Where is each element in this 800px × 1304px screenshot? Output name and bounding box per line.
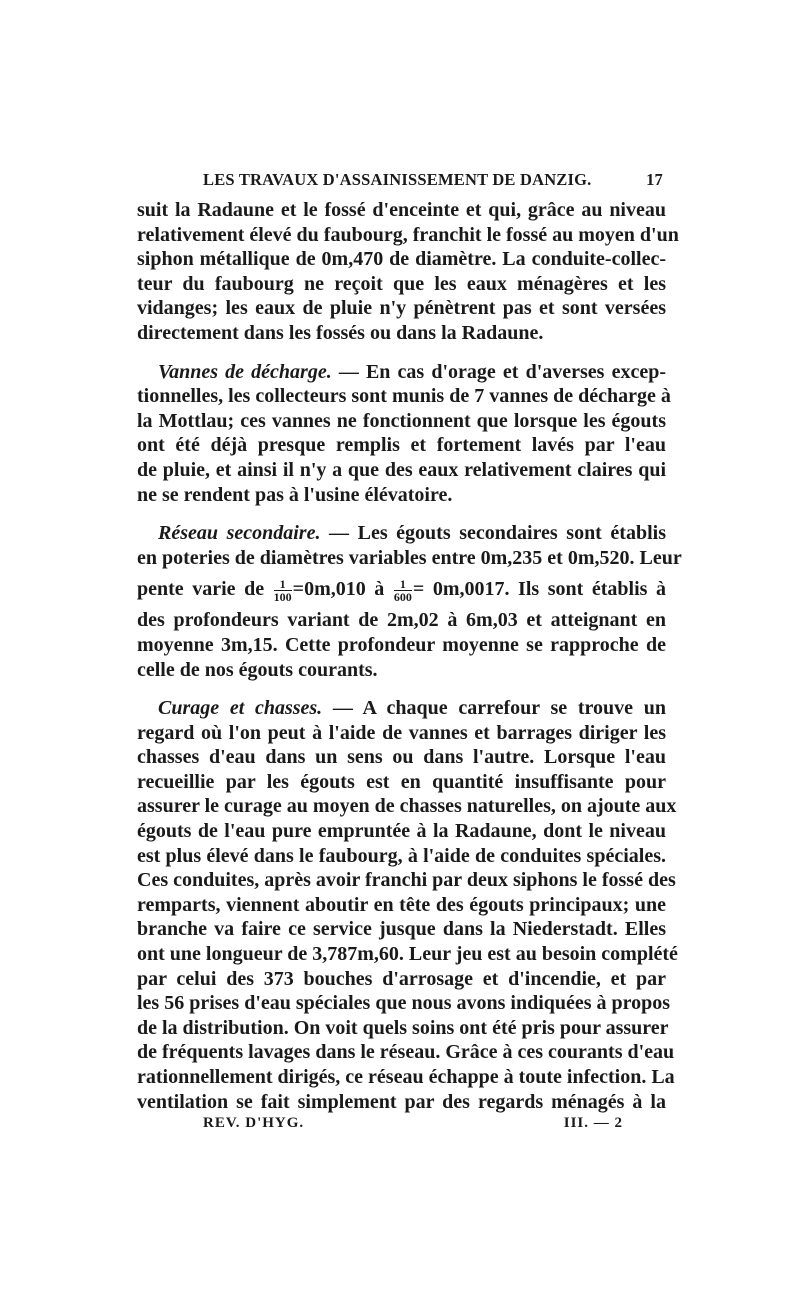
text-line: les 56 prises d'eau spéciales que nous avons indiquées à propos [137,992,671,1015]
text-line: ont une longueur de 3,787m,60. Leur jeu est au besoin complété [137,943,678,966]
text-line: teur du faubourg ne reçoit que les eaux ménagères et les [137,272,666,295]
text-line [137,696,666,721]
running-header [203,170,663,194]
text-line: celle de nos égouts courants. [137,658,378,681]
text-line: par celui des 373 bouches d'arrosage et d'incendie, et par [137,967,666,990]
text-line: est plus élevé dans le faubourg, à l'aide de conduites spéciales. [137,844,666,867]
text-line: de pluie, et ainsi il n'y a que des eaux relativement claires qui [137,458,666,481]
text-line: égouts de l'eau pure empruntée à la Radaune, dont le niveau [137,820,666,843]
section-heading: Réseau secondaire. [158,522,321,545]
text-line: moyenne 3m,15. Cette profondeur moyenne se rapproche de [137,633,666,656]
text-line: branche va faire ce service jusque dans la Niederstadt. Elles [137,918,666,941]
fraction-denominator: 600 [393,590,412,605]
text-line: chasses d'eau dans un sens ou dans l'autre. Lorsque l'eau [137,746,666,769]
text-line [137,360,666,385]
section-heading: Curage et chasses. [158,697,323,720]
page-number: 17 [646,170,663,189]
text-line: relativement élevé du faubourg, franchit le fossé au moyen d'un [137,223,679,246]
paragraph-reseau-secondaire [137,521,682,682]
text-line: recueillie par les égouts est en quantité insuffisante pour [137,770,666,793]
paragraph-vannes-de-decharge [137,360,671,508]
text-line: ventilation se fait simplement par des regards ménagés à la [137,1090,666,1113]
text-line: de fréquents lavages dans le réseau. Grâce à ces courants d'eau [137,1041,675,1064]
text-line: des profondeurs variant de 2m,02 à 6m,03 et atteignant en [137,609,666,632]
text-line-with-fractions [137,570,666,608]
text-run: = 0m,0017. Ils sont établis à [412,578,666,601]
text-line: la Mottlau; ces vannes ne fonctionnent que lorsque les égouts [137,409,666,432]
paragraph-1 [137,198,679,346]
text-run: — Les égouts secondaires sont établis [320,522,666,545]
text-line: de la distribution. On voit quels soins ont été pris pour assurer [137,1016,669,1039]
text-line: Ces conduites, après avoir franchi par deux siphons le fossé des [137,869,676,892]
running-title: LES TRAVAUX D'ASSAINISSEMENT DE DANZIG. [203,170,592,189]
text-line: ont été déjà presque remplis et fortement lavés par l'eau [137,434,666,457]
text-line: en poteries de diamètres variables entre 0m,235 et 0m,520. Leur [137,546,682,569]
text-run: — En cas d'orage et d'averses excep- [331,360,666,383]
signature-mark: III. — 2 [563,1115,623,1131]
text-line: regard où l'on peut à l'aide de vannes et barrages diriger les [137,721,666,744]
text-line: vidanges; les eaux de pluie n'y pénètrent pas et sont versées [137,297,666,320]
signature-footer [203,1115,623,1137]
text-line: suit la Radaune et le fossé d'enceinte et qui, grâce au niveau [137,199,666,221]
text-run: =0m,010 à [292,578,393,601]
text-line [137,521,666,546]
text-line: rationnellement dirigés, ce réseau échappe à toute infection. La [137,1066,675,1088]
section-heading: Vannes de décharge. [158,360,332,383]
text-run: pente varie de [137,578,273,601]
text-line: tionnelles, les collecteurs sont munis de 7 vannes de décharge à [137,385,671,408]
journal-abbreviation: REV. D'HYG. [203,1115,305,1131]
fraction-numerator: 1 [274,578,292,591]
fraction-1-600 [394,578,412,603]
text-line: remparts, viennent aboutir en tête des égouts principaux; une [137,893,666,916]
paragraph-curage-et-chasses [137,696,678,1114]
fraction-numerator: 1 [394,578,412,591]
text-line: directement dans les fossés ou dans la Radaune. [137,321,544,344]
body-text [137,198,682,1128]
fraction-denominator: 100 [273,590,292,605]
text-line: ne se rendent pas à l'usine élévatoire. [137,483,453,506]
fraction-1-100 [274,578,292,603]
text-line: assurer le curage au moyen de chasses naturelles, on ajoute aux [137,795,677,818]
text-line: siphon métallique de 0m,470 de diamètre. La conduite-collec- [137,248,666,271]
text-run: — A chaque carrefour se trouve un [322,697,666,720]
